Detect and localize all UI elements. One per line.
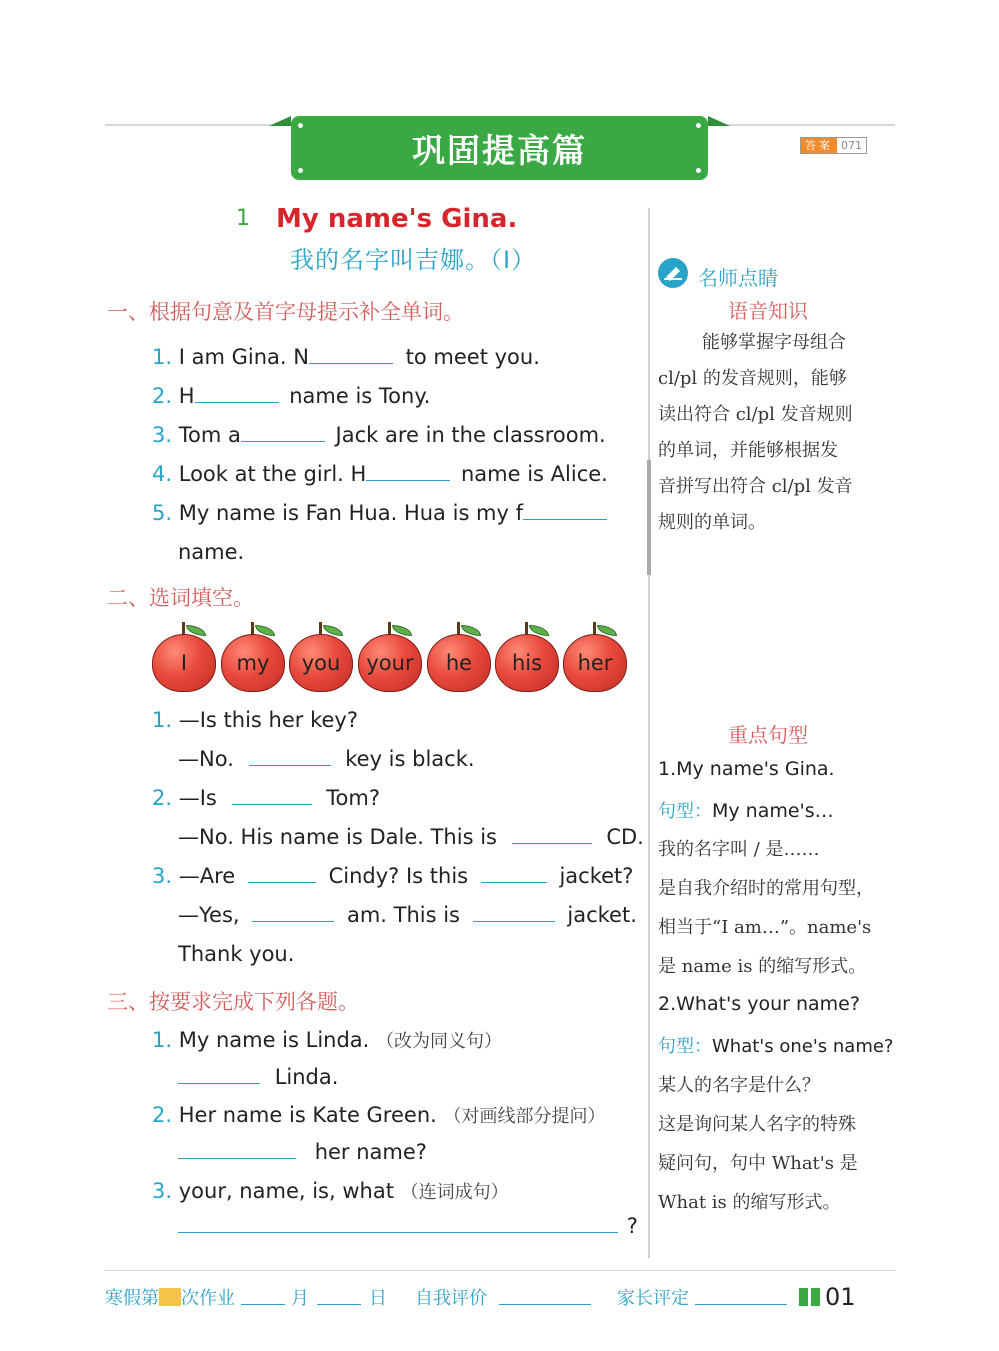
question-text: key is black.	[345, 747, 475, 771]
word-apple: my	[221, 634, 285, 692]
question-instruction: （改为同义句）	[376, 1031, 503, 1052]
key-sentence-1: 1.My name's Gina.	[658, 758, 835, 780]
answer-blank[interactable]	[309, 363, 393, 364]
month-blank[interactable]	[241, 1289, 285, 1305]
banner-dot	[696, 123, 701, 128]
question-text: Cindy? Is this	[328, 864, 469, 888]
teacher-tips-icon	[658, 258, 688, 288]
sidebar-line: 某人的名字是什么？	[658, 1075, 820, 1096]
pattern-label: 句型：	[658, 801, 712, 822]
answer-blank[interactable]	[366, 480, 450, 481]
footer	[105, 1282, 895, 1312]
answer-blank[interactable]	[248, 882, 316, 883]
question-text: name is Tony.	[289, 384, 431, 408]
section3-heading: 三、按要求完成下列各题。	[107, 990, 359, 1014]
sidebar-line: What is 的缩写形式。	[658, 1192, 841, 1213]
homework-number-box[interactable]	[159, 1288, 181, 1306]
question-text: name is Alice.	[460, 462, 608, 486]
lesson-number: 1	[236, 206, 250, 231]
question-text: —Is this her key?	[178, 708, 358, 732]
s3-question-1	[152, 1027, 502, 1053]
day-blank[interactable]	[317, 1289, 361, 1305]
banner-dot	[298, 123, 303, 128]
s2-question-3-line3: Thank you.	[178, 942, 295, 966]
word-apple: you	[289, 634, 353, 692]
question-text: Look at the girl. H	[178, 462, 367, 486]
answer-blank[interactable]	[178, 1158, 296, 1159]
word-apple: he	[427, 634, 491, 692]
key-sentence-2-pattern	[658, 1032, 894, 1058]
answer-label: 答案	[801, 138, 837, 153]
key-sentence-2: 2.What's your name?	[658, 993, 860, 1015]
question-text: —Yes,	[178, 903, 240, 927]
question-text: —No. His name is Dale. This is	[178, 825, 497, 849]
sidebar-line: 疑问句，句中 What's 是	[658, 1153, 858, 1174]
question-text: —No.	[178, 747, 234, 771]
question-text: CD.	[606, 825, 644, 849]
answer-blank[interactable]	[232, 804, 312, 805]
key-sentence-2-notes	[658, 1066, 893, 1222]
s1-question-2	[152, 384, 430, 408]
pattern-text: My name's…	[712, 800, 834, 822]
question-number: 4.	[152, 462, 173, 486]
question-text: Jack are in the classroom.	[335, 423, 606, 447]
question-text: My name is Linda.	[178, 1028, 370, 1052]
question-text: —Is	[178, 786, 217, 810]
question-number: 5.	[152, 501, 173, 525]
answer-blank[interactable]	[473, 921, 555, 922]
word-apple: his	[495, 634, 559, 692]
self-eval-blank[interactable]	[499, 1289, 591, 1305]
s2-question-3-line2	[178, 903, 637, 927]
banner-dot	[696, 168, 701, 173]
section1-heading: 一、根据句意及首字母提示补全单词。	[107, 300, 464, 324]
lesson-title: My name's Gina.	[276, 204, 518, 234]
question-text: H	[178, 384, 195, 408]
answer-blank[interactable]	[249, 765, 331, 766]
answer-blank[interactable]	[178, 1232, 618, 1233]
section2-heading: 二、选词填空。	[107, 586, 254, 610]
s2-question-3	[152, 864, 633, 888]
question-text: jacket?	[559, 864, 634, 888]
s3-question-2	[152, 1102, 606, 1128]
pattern-text: What's one's name?	[712, 1036, 894, 1057]
answer-blank[interactable]	[195, 402, 279, 403]
footer-day-label: 日	[369, 1288, 387, 1309]
question-number: 2.	[152, 1103, 173, 1127]
sidebar-line: 的单词，并能够根据发	[658, 440, 838, 461]
sidebar-subheading-phonics: 语音知识	[728, 299, 808, 323]
sidebar-line: 规则的单词。	[658, 512, 766, 533]
answer-blank[interactable]	[512, 843, 592, 844]
question-instruction: （连词成句）	[400, 1182, 509, 1203]
question-text: your, name, is, what	[178, 1179, 394, 1203]
question-number: 3.	[152, 423, 173, 447]
question-text: My name is Fan Hua. Hua is my f	[178, 501, 524, 525]
sidebar-line: 这是询问某人名字的特殊	[658, 1114, 856, 1135]
question-text: Tom a	[178, 423, 241, 447]
word-apple: your	[358, 634, 422, 692]
question-number: 2.	[152, 786, 173, 810]
question-text: Linda.	[274, 1065, 339, 1089]
s2-question-1	[152, 708, 358, 732]
answer-blank[interactable]	[523, 519, 607, 520]
sidebar-line: cl/pl 的发音规则，能够	[658, 368, 847, 389]
word-apple: her	[563, 634, 627, 692]
sidebar-line: 读出符合 cl/pl 发音规则	[658, 404, 853, 425]
s1-question-5	[152, 501, 607, 525]
s3-question-1-answer	[178, 1065, 338, 1089]
page-number: 01	[825, 1283, 856, 1311]
question-text: ?	[626, 1214, 638, 1238]
banner-dot	[298, 168, 303, 173]
word-apple: I	[152, 634, 216, 692]
banner-title: 巩固提高篇	[412, 130, 587, 170]
footer-homework-label: 寒假第	[105, 1288, 159, 1309]
question-text: to meet you.	[405, 345, 540, 369]
footer-parent-eval-label: 家长评定	[617, 1288, 689, 1309]
answer-page-ref	[800, 137, 867, 154]
footer-rule	[105, 1270, 895, 1271]
sidebar-phonics-text	[658, 325, 888, 541]
footer-month-label: 月	[291, 1288, 309, 1309]
answer-blank[interactable]	[178, 1083, 260, 1084]
s1-question-3	[152, 423, 606, 447]
question-text: —Are	[178, 864, 236, 888]
s2-question-2	[152, 786, 380, 810]
question-text: her name?	[314, 1140, 427, 1164]
column-divider	[648, 208, 650, 1258]
sidebar-line: 音拼写出符合 cl/pl 发音	[658, 476, 853, 497]
s3-question-3-answer	[178, 1214, 638, 1238]
footer-homework-label: 次作业	[181, 1288, 235, 1309]
sidebar-line: 是自我介绍时的常用句型，	[658, 878, 874, 899]
question-number: 1.	[152, 708, 173, 732]
column-divider-accent	[647, 460, 651, 575]
answer-blank[interactable]	[241, 441, 325, 442]
section-banner	[291, 116, 708, 180]
pattern-label: 句型：	[658, 1036, 712, 1057]
question-text: Tom?	[326, 786, 380, 810]
page-marker	[799, 1288, 808, 1306]
s2-question-2-line2	[178, 825, 644, 849]
s1-question-5-cont: name.	[178, 540, 245, 564]
sidebar-line: 我的名字叫 / 是……	[658, 839, 820, 860]
s1-question-4	[152, 462, 608, 486]
question-number: 1.	[152, 345, 173, 369]
answer-blank[interactable]	[252, 921, 334, 922]
s3-question-2-answer	[178, 1140, 427, 1164]
footer-self-eval-label: 自我评价	[415, 1288, 487, 1309]
question-text: Her name is Kate Green.	[178, 1103, 437, 1127]
s2-question-1-line2	[178, 747, 475, 771]
question-number: 3.	[152, 1179, 173, 1203]
answer-page-number: 071	[841, 139, 862, 152]
s1-question-1	[152, 345, 540, 369]
question-instruction: （对画线部分提问）	[443, 1106, 606, 1127]
key-sentence-1-pattern	[658, 797, 834, 823]
lesson-subtitle: 我的名字叫吉娜。（Ⅰ）	[290, 246, 537, 274]
question-number: 3.	[152, 864, 173, 888]
sidebar-line: 相当于“I am…”。name's	[658, 917, 872, 938]
question-text: I am Gina. N	[178, 345, 309, 369]
page-marker	[811, 1288, 820, 1306]
question-text: jacket.	[567, 903, 637, 927]
question-text: am. This is	[346, 903, 460, 927]
sidebar-subheading-sentences: 重点句型	[728, 723, 808, 747]
key-sentence-1-notes	[658, 830, 893, 986]
s3-question-3	[152, 1178, 509, 1204]
sidebar-line: 能够掌握字母组合	[702, 332, 846, 353]
question-number: 2.	[152, 384, 173, 408]
answer-blank[interactable]	[481, 882, 547, 883]
sidebar-title: 名师点睛	[698, 266, 778, 290]
parent-eval-blank[interactable]	[695, 1289, 787, 1305]
question-number: 1.	[152, 1028, 173, 1052]
sidebar-line: 是 name is 的缩写形式。	[658, 956, 867, 977]
